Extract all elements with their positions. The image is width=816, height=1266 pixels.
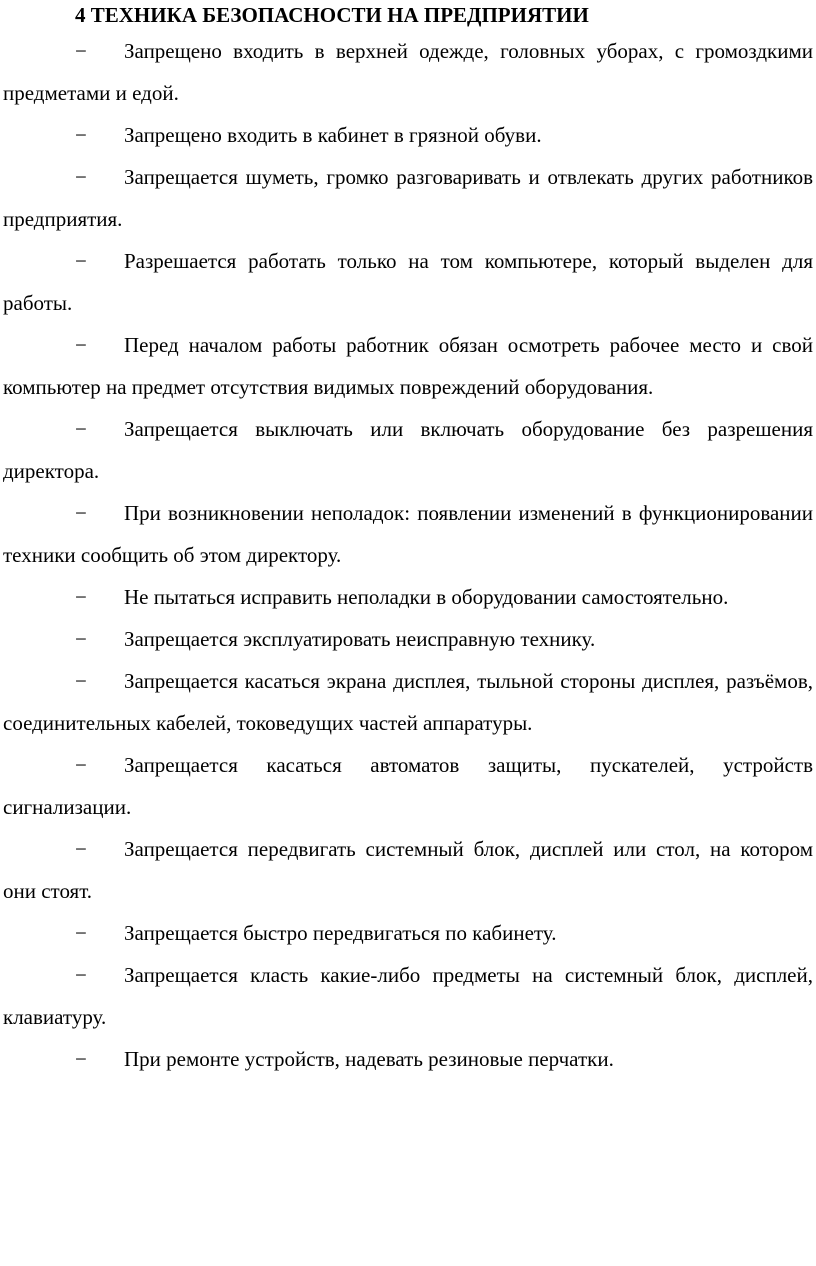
list-item bbox=[3, 492, 813, 576]
safety-rules-list bbox=[3, 30, 813, 1080]
list-item bbox=[3, 744, 813, 828]
list-item-text: Перед началом работы работник обязан осмотреть рабочее место и свой компьютер на предмет отсутствия видимых повреждений оборудования. bbox=[3, 333, 813, 399]
bullet-dash: − bbox=[75, 417, 87, 441]
list-item bbox=[3, 660, 813, 744]
bullet-dash: − bbox=[75, 669, 87, 693]
bullet-dash: − bbox=[75, 963, 87, 987]
list-item bbox=[3, 912, 813, 954]
bullet-dash: − bbox=[75, 333, 87, 357]
list-item-text: Не пытаться исправить неполадки в оборудовании самостоятельно. bbox=[124, 585, 729, 609]
bullet-dash: − bbox=[75, 501, 87, 525]
list-item-text: Запрещается класть какие-либо предметы на системный блок, дисплей, клавиатуру. bbox=[3, 963, 813, 1029]
list-item bbox=[3, 408, 813, 492]
list-item bbox=[3, 114, 813, 156]
bullet-dash: − bbox=[75, 249, 87, 273]
list-item-text: Запрещено входить в кабинет в грязной обуви. bbox=[124, 123, 542, 147]
list-item bbox=[3, 576, 813, 618]
list-item bbox=[3, 954, 813, 1038]
list-item bbox=[3, 30, 813, 114]
list-item-text: Запрещается быстро передвигаться по кабинету. bbox=[124, 921, 557, 945]
list-item bbox=[3, 828, 813, 912]
bullet-dash: − bbox=[75, 627, 87, 651]
bullet-dash: − bbox=[75, 753, 87, 777]
bullet-dash: − bbox=[75, 837, 87, 861]
list-item-text: Запрещается выключать или включать оборудование без разрешения директора. bbox=[3, 417, 813, 483]
bullet-dash: − bbox=[75, 921, 87, 945]
bullet-dash: − bbox=[75, 39, 87, 63]
list-item-text: При ремонте устройств, надевать резиновые перчатки. bbox=[124, 1047, 614, 1071]
list-item bbox=[3, 324, 813, 408]
list-item-text: При возникновении неполадок: появлении изменений в функционировании техники сообщить об этом директору. bbox=[3, 501, 813, 567]
list-item-text: Запрещается эксплуатировать неисправную технику. bbox=[124, 627, 596, 651]
list-item-text: Разрешается работать только на том компьютере, который выделен для работы. bbox=[3, 249, 813, 315]
list-item bbox=[3, 240, 813, 324]
bullet-dash: − bbox=[75, 585, 87, 609]
list-item-text: Запрещается касаться автоматов защиты, пускателей, устройств сигнализации. bbox=[3, 753, 813, 819]
list-item bbox=[3, 1038, 813, 1080]
list-item-text: Запрещается передвигать системный блок, дисплей или стол, на котором они стоят. bbox=[3, 837, 813, 903]
bullet-dash: − bbox=[75, 1047, 87, 1071]
bullet-dash: − bbox=[75, 165, 87, 189]
list-item-text: Запрещается касаться экрана дисплея, тыльной стороны дисплея, разъёмов, соединительных кабелей, токоведущих частей аппаратуры. bbox=[3, 669, 813, 735]
list-item-text: Запрещается шуметь, громко разговаривать и отвлекать других работников предприятия. bbox=[3, 165, 813, 231]
list-item bbox=[3, 618, 813, 660]
section-heading: 4 ТЕХНИКА БЕЗОПАСНОСТИ НА ПРЕДПРИЯТИИ bbox=[75, 3, 589, 27]
list-item-text: Запрещено входить в верхней одежде, головных уборах, с громоздкими предметами и едой. bbox=[3, 39, 813, 105]
bullet-dash: − bbox=[75, 123, 87, 147]
list-item bbox=[3, 156, 813, 240]
